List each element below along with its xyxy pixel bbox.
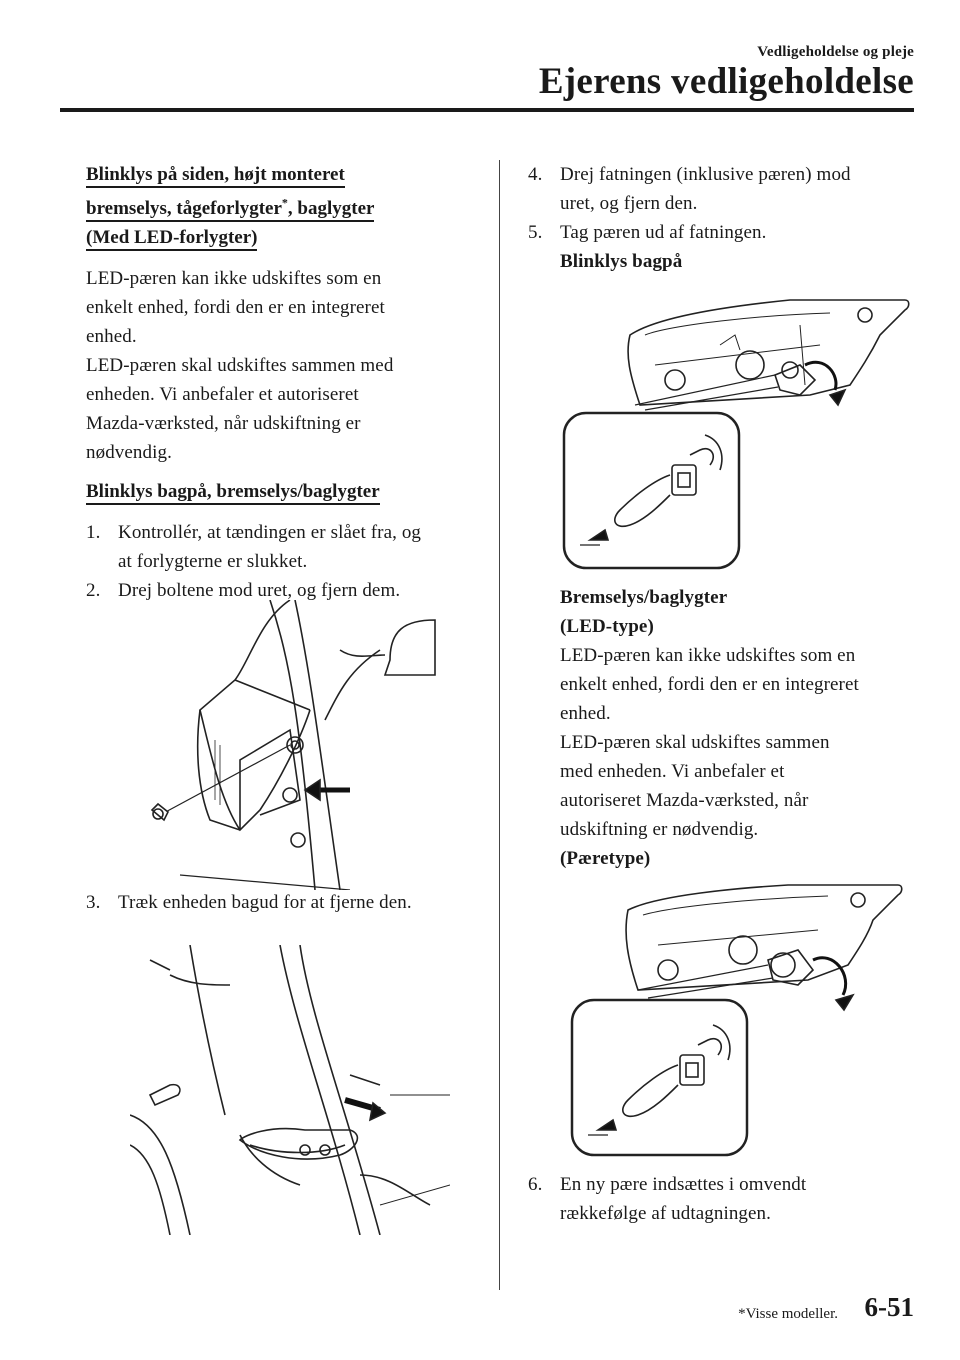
text-line: En ny pære indsættes i omvendt <box>560 1174 807 1195</box>
text-line: Træk enheden bagud for at fjerne den. <box>118 892 412 913</box>
text-line: enhed. <box>86 326 137 348</box>
paragraph-led-1 <box>86 264 478 351</box>
text-line: nødvendig. <box>86 442 172 464</box>
page-number: 6-51 <box>864 1292 914 1322</box>
text-line: LED-pæren kan ikke udskiftes som en <box>560 645 856 666</box>
text-line: LED-pæren skal udskiftes sammen <box>560 732 830 753</box>
heading-line <box>86 198 374 222</box>
left-column <box>86 160 478 605</box>
subheading-led-type: (LED-type) <box>560 616 654 637</box>
text-line: LED-pæren kan ikke udskiftes som en <box>86 268 382 290</box>
paragraph-led-2 <box>86 351 478 467</box>
heading-text: bremselys, tågeforlygter <box>86 198 282 220</box>
column-divider <box>499 160 500 1290</box>
text-line: enkelt enhed, fordi den er en integreret <box>560 674 859 695</box>
footnote-star: * <box>281 196 288 210</box>
heading-line: Blinklys på siden, højt monteret <box>86 164 345 188</box>
text-line: med enheden. Vi anbefaler et <box>560 761 785 782</box>
step-number: 5. <box>528 222 543 243</box>
heading-line: (Med LED-forlygter) <box>86 227 257 251</box>
heading-line: Blinklys bagpå, bremselys/baglygter <box>86 481 380 505</box>
text-line: Tag pæren ud af fatningen. <box>560 222 767 243</box>
header-rule <box>60 108 914 112</box>
step-1 <box>86 518 478 576</box>
text-line: Mazda-værksted, når udskiftning er <box>86 413 361 435</box>
page-title: Ejerens vedligeholdelse <box>538 61 914 102</box>
step-number: 1. <box>86 522 101 544</box>
step-3 <box>86 888 510 917</box>
heading-rear-lights <box>86 477 478 506</box>
text-line: at forlygterne er slukket. <box>118 551 308 573</box>
text-line: Drej fatningen (inklusive pæren) mod <box>560 164 851 185</box>
text-line: udskiftning er nødvendig. <box>560 819 759 840</box>
step-number: 3. <box>86 892 101 913</box>
right-column <box>528 160 928 276</box>
step-number: 4. <box>528 164 543 185</box>
section-brake-led <box>560 583 930 873</box>
subheading-rear-indicator: Blinklys bagpå <box>560 251 683 272</box>
figure-brake-socket <box>568 880 908 1160</box>
text-line: Drej boltene mod uret, og fjern dem. <box>118 580 401 602</box>
text-line: enheden. Vi anbefaler et autoriseret <box>86 384 359 406</box>
step-5 <box>528 218 928 276</box>
text-line: autoriseret Mazda-værksted, når <box>560 790 809 811</box>
heading-text: , baglygter <box>287 198 375 220</box>
figure-indicator-socket <box>560 295 915 580</box>
figure-unit-removal <box>130 945 450 1235</box>
text-line: LED-pæren skal udskiftes sammen med <box>86 355 394 377</box>
header-section-label: Vedligeholdelse og pleje <box>757 44 914 60</box>
text-line: uret, og fjern den. <box>560 193 698 214</box>
subheading-brake-tail: Bremselys/baglygter <box>560 587 728 608</box>
step-6 <box>528 1170 960 1228</box>
text-line: enkelt enhed, fordi den er en integreret <box>86 297 385 319</box>
footnote-note: *Visse modeller. <box>738 1306 838 1322</box>
text-line: rækkefølge af udtagningen. <box>560 1203 772 1224</box>
heading-led-section <box>86 160 478 252</box>
subheading-bulb-type: (Pæretype) <box>560 848 651 869</box>
text-line: enhed. <box>560 703 611 724</box>
figure-bolt-removal <box>140 600 460 890</box>
text-line: Kontrollér, at tændingen er slået fra, og <box>118 522 422 544</box>
step-number: 6. <box>528 1174 543 1195</box>
step-4 <box>528 160 928 218</box>
step-number: 2. <box>86 580 101 602</box>
